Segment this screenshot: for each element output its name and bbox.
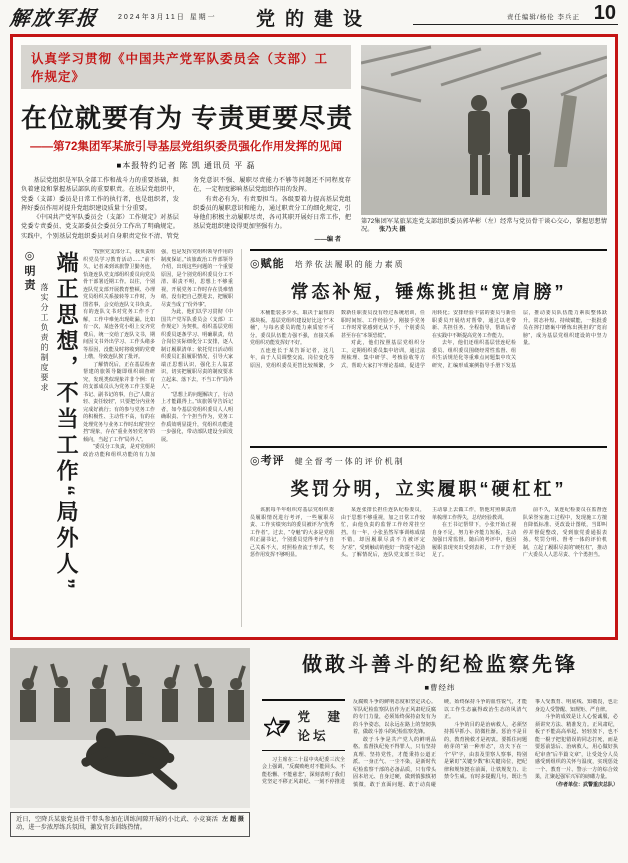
body-paragraph: 在王书记帮带下，小张开始正视自身不足，努力补齐能力短板，主动加强日常监督。随后的考评中，他因履职表现突出受到表彰，工作干劲更足了。: [432, 522, 516, 558]
page-number: 10: [593, 2, 616, 24]
bottom-body: [262, 699, 618, 863]
photo-credit: 左 超 摄: [221, 816, 244, 823]
section-kaoping: [250, 446, 607, 635]
body-paragraph: 为此，他们以学习贯彻《中国共产党军队委员会（支部）工作规定》为契机，组织基层党组织委员逐条学习、明确职责，结合岗位实际细化分工安排，逐人制订履职清单；依托党日活动组织委员汇报履职情况，引导大家端正思想认识，强化主人翁意识，切实把履职尽责的制度要求立起来、落下去，不当工作“局外人”。: [161, 309, 233, 390]
training-photo-block: [10, 648, 250, 856]
main-headline: 在位就要有为 专责更要尽责: [21, 103, 354, 133]
intro-paragraph: 基层党组织是军队全部工作和战斗力的重要基础，担负着建设和掌握基层部队的重要职责。在基层党组织中，党委（支部）委员是日常工作的执行者，也是组织者，发挥好委员作用对提升党组织建设质量十分重要。: [21, 177, 179, 212]
kaoping-sublabel: 健全督考一体的评价机制: [294, 457, 405, 466]
main-article: [10, 34, 618, 640]
training-photo: [10, 648, 250, 808]
funeng-headline: 常态补短，锤炼挑担“宽肩膀”: [290, 282, 567, 302]
body-paragraph: 对此，他们按照基层党组织分工，定期组织委员集中培训，通过法规梳理、集中研学、考核验收等方式，帮助大家打牢理论基础，促进学用转化；安排经验丰富的委员与新任职委员开展结对帮带，通过以老带新、共担任务、全程指导，帮助后者在实践中不断提高党务工作能力。: [341, 310, 516, 369]
body-paragraph: 了解情况后，正在基层检查帮建的旅领导随即组织调查研究，发现类似现象并非个例：有的支部成员认为党务工作主要是书记、副书记的事，自己“人微言轻、责任较轻”，只要把分内业务完成好就行；有的参与党务工作的积极性、主动性不高，有的在处理党务与业务工作时出现“挂空挡”现象，存在“重业务轻党务”的倾向，当起了工作“局外人”。: [83, 361, 156, 443]
kaoping-label: ◎考评: [250, 455, 285, 467]
mingze-label: ◎明责: [23, 249, 35, 293]
forum-badge-label: 党建论坛: [297, 710, 343, 743]
body-paragraph: 习主席在二十届中央纪委三次全会上强调，“反腐败绝对不能回头、不能松懈、不能慈悲”，深刻表明了我们党坚定不移正风肃纪、一刻不停推进反腐败斗争的鲜明态度和坚定决心。军队纪检监察队伍作为正风肃纪反腐的专门力量，必须始终保持奋发有为的斗争姿态，以永远在路上的坚韧执着，做敢斗善斗的纪检监察先锋。: [262, 699, 436, 785]
mingze-sublabel: 落实分工负责的制度要求: [40, 283, 49, 393]
header-rule: [413, 24, 618, 25]
body-paragraph: 前不久，某连纪检委员在监督连队荣誉室施工过程中，发现施工方擅自降低标准、更改设计图纸，当即叫停并督促整改，受到旅党委通报表扬。奖罚分明、督考一体的评价机制，立起了履职尽责的“硬杠杠”，推动广大委员人人思尽责、个个勇担当。: [523, 507, 607, 558]
bottom-byline: ■曹经纬: [424, 683, 456, 692]
photo-credit: 张乃夫 摄: [379, 226, 406, 234]
section-title: 党的建设: [255, 9, 372, 30]
body-paragraph: 某连张排长担任连队纪检委员，由于思想不够重视，加之日常工作较忙，由他负责的监督工作经常挂空挡。有一年，小张虽然军事训练成绩不错，却因履职尽责不力被评定为“差”，受到触动的他好一阵提不起劲头。了解情况后，连队党支部王书记主动靠上去做工作，帮他对照职责清单梳理工作得失，总结经验教训。: [341, 507, 516, 558]
intro-paragraph: 《中国共产党军队委员会（支部）工作规定》对基层党委专责委员、党支部委员会委员分工作出了明确规定。实践中，个别基层党组织委员对自身职责定位不清、管党务党意识不强、履职尽责能力不够等问题还不同程度存在，一定程度影响基层党组织作用的发挥。: [21, 177, 351, 240]
body-paragraph: “按照党支部分工，我负责组织党员学习教育活动……”前不久，记者来到该旅警卫勤务连，恰逢连队党支部组织委员向党员骨干部署近期工作。以往，个别连队党支部开展教育整顿、办理党员组织关系接转等工作时，为图省事，会交给连队文书负责。有的连队文书对党务工作不了解，工作中难免出现纰漏。比如有一次，某连各党小组上交齐党费后，统一交给了连队文书，期间因文书外出学习、工作头绪多等原因，没能及时将收到的党费上缴，导致连队挨了批评。: [83, 249, 156, 360]
intro-paragraph: 有责必有为，有责要担当。各级要着力提高基层党组织委员的履职意识和能力，通过职责分工的细化规定，引导他们积极主动履职尽责，各司其职开展好日常工作，把基层党组织建设得更加坚强有力。: [193, 195, 351, 231]
section-funeng: [250, 249, 607, 446]
mingze-headline: 端正思想，不当工作“局外人”: [54, 251, 80, 593]
weekday-text: 星期一: [189, 14, 217, 21]
page-header: [0, 0, 628, 30]
main-subtitle: ——第72集团军某旅引导基层党组织委员强化作用发挥的见闻: [30, 141, 342, 153]
training-photo-caption: [10, 812, 250, 837]
bottom-article: [10, 648, 618, 856]
date-text: 2024年3月11日: [118, 14, 186, 21]
funeng-sublabel: 培养依法履职的能力素质: [294, 260, 405, 269]
body-paragraph: “思想上的问题解决了，行动上才能跟得上。”该旅领导告诉记者，如今基层党组织委员人人明确职责、个个担当作为，党务工作质效明显提升，党组织功能进一步强化，带动部队建设全面发展。: [161, 391, 233, 443]
kaoping-body: [250, 507, 607, 635]
mingze-body: [83, 249, 233, 627]
author-attribution: （作者单位：武警重庆总队）: [552, 781, 618, 788]
lead-photo: [361, 45, 607, 215]
body-paragraph: 该旅每半年组织对基层党组织委员履职情况进行考评，一些履职尽责、工作实绩突出的委员被评为“优秀工作者”。过去，“夺魁”的大多是党组织正副书记，个别委员觉得考评与自己关系不大，对照检查流于形式，奖惩作用发挥不够明显。: [250, 507, 334, 558]
body-paragraph: 斗争的成效是让人心悦诚服，必须讲究方法、精准发力。正风肃纪，板子不能高高举起、轻轻放下，也不能一棍子把犯错误的同志打死，而是要惩前毖后、治病救人，用心做好执纪审查“后半篇文章”，让受处分人员感受到组织的关怀与温度，实现惩处一个、教育一片、警示一方的综合效果，汇聚起强军兴军的磅礴力量。: [535, 714, 618, 780]
lead-photo-block: [361, 45, 607, 243]
body-paragraph: 斗争的目的是治病救人，必须坚持抓早抓小、防微杜渐。惩治不是目的，教育挽救才是初衷。要抓住问题萌芽的“第一种形态”，功夫下在一个“早”字，由表及里察人察事，特别是紧盯“关键少数”和关键岗位，把纪律和规矩挺在前面，让铁规发力、让禁令生威。有时多提醒几句，既让当事人受教育、明底线、知敬畏，也让身边人受警醒、知规矩、严自律。: [444, 699, 618, 780]
body-paragraph: 木桶能装多少水，取决于最短的那块板。基层党组织建设好比这个“木桶”，与每名委员的能力素质密不可分。委员队伍能力强不强，直接关系党组织功能发挥好不好。: [250, 310, 334, 346]
banner-kicker: 认真学习贯彻《中国共产党军队委员会（支部）工作规定》: [21, 45, 351, 89]
masthead-logo: 解放军报: [8, 8, 99, 30]
caption-text: 第72集团军某旅某连党支部组织委员郭华彬（左）经常与党员骨干谈心交心，掌握思想情况。: [361, 218, 607, 234]
body-paragraph: 五连连长于某告诉记者，这几年，由于人员调整交流、岗位变化等原因，党组织委员更替比较频繁，少数新任职委员没有经过系统培训，任职时间短、工作经验少，刚接手党务工作时常常感到无从下手，个别委员甚至存在“本领恐慌”。: [250, 310, 425, 369]
funeng-label: ◎赋能: [250, 258, 285, 270]
funeng-body: [250, 310, 607, 446]
body-paragraph: 敢于斗争是共产党人的鲜明品格。监督执纪免不得罪人，只有坚持真理、坚持党性，才能秉持公道正派。一身正气、一尘不染，是新时代纪检监察干部的必备品质，只有带头固本培元、自身过硬，做到慎独慎初慎微，敢于直面问题、敢于动真碰硬，始终保持斗争的血性锐气，才能以工作生态赢得政治生态的风清气正。: [353, 699, 527, 788]
body-paragraph: “委员分工负责，是对党组织政治功能和组织功能的有力加强，也是发挥党组织领导作用的制度保证。”该旅政治工作部领导介绍，出现这些问题的一个重要原因，是个别党组织委员分工不清、职责不明，思想上不够重视，开展党务工作时存在畏难情绪，没有把自己摆进去，把履职尽责当成了“份外事”。: [83, 249, 233, 458]
kaoping-headline: 奖罚分明，立实履职“硬杠杠”: [290, 479, 567, 499]
editor-sign: ——编 者: [314, 235, 341, 243]
forum-badge: [262, 699, 345, 751]
star-flag-icon: [264, 714, 290, 740]
editors-credit: 责任编辑/杨伦 李兵正: [506, 14, 580, 21]
body-paragraph: 去年，他们还组织基层营连纪检委员、组织委员围绕经常性监督、组织生活规范化等重难点问题集中攻关研究，汇编形成案例指导手册下发基层，推动委员队伍能力素质整体跃升。常态补短、持续赋能，一批批委员在摔打磨砺中锤炼出挑担的“宽肩膀”，成为基层党组织建设的中坚力量。: [432, 310, 607, 369]
lead-photo-caption: [361, 218, 607, 235]
bottom-headline: 做敢斗善斗的纪检监察先锋: [302, 654, 578, 676]
caption-text: 近日，空降兵某旅党员骨干带头参加在训练间隙开展的小比武、小竞赛活动，进一步浓厚练兵氛围，激发官兵训练热情。: [16, 816, 218, 832]
section-mingze: [21, 249, 233, 627]
main-byline: ■本报特约记者 陈 凯 通讯员 平 磊: [116, 161, 256, 170]
